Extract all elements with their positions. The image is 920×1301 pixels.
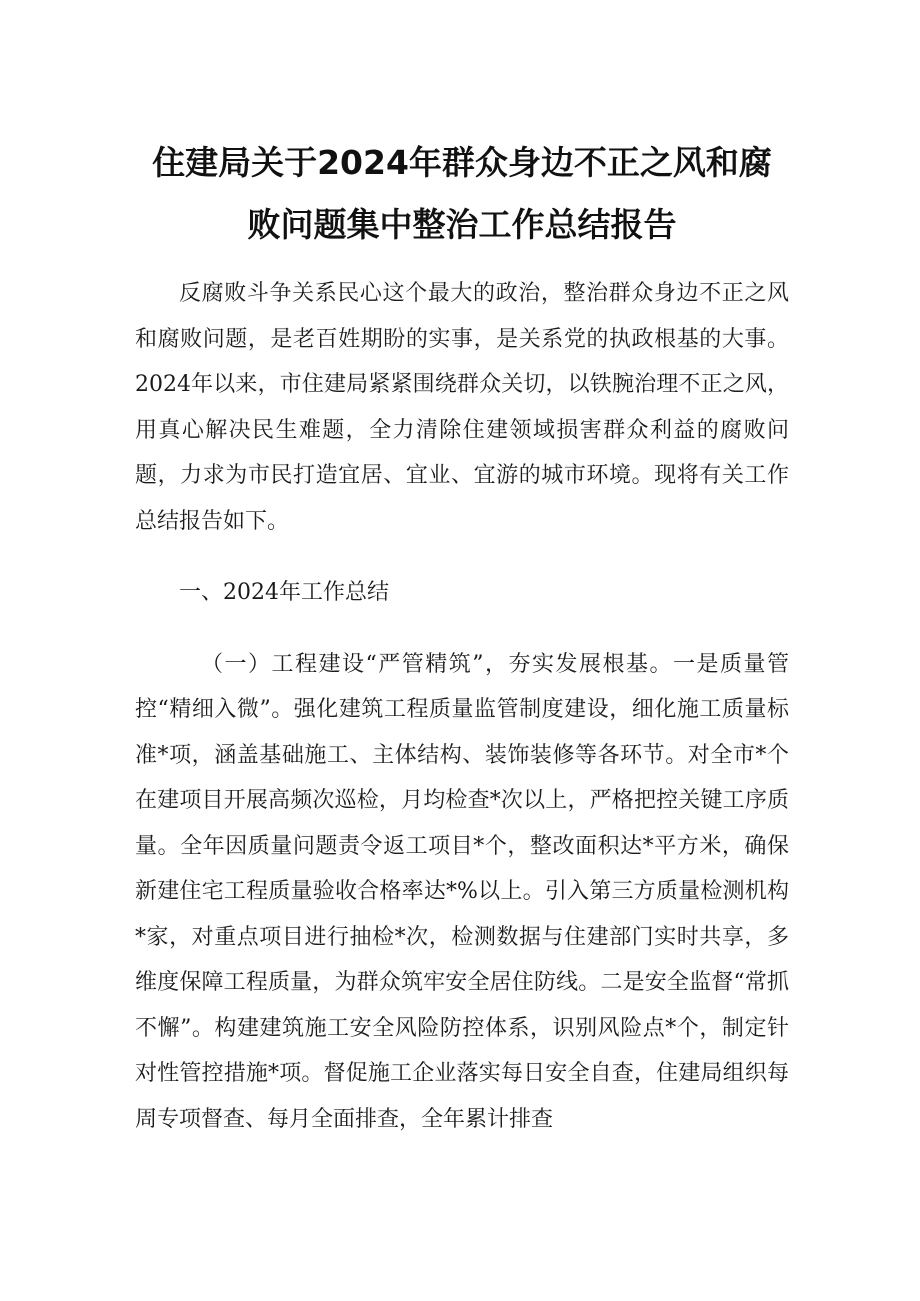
- document-title: [135, 132, 789, 256]
- section-paragraph-engineering: （一）工程建设“严管精筑”，夯实发展根基。一是质量管控“精细入微”。强化建筑工程质量监管制度建设，细化施工质量标准*项，涵盖基础施工、主体结构、装饰装修等各环节。对全市*个在建项目开展高频次巡检，月均检查*次以上，严格把控关键工序质量。全年因质量问题责令返工项目*个，整改面积达*平方米，确保新建住宅工程质量验收合格率达*%以上。引入第三方质量检测机构*家，对重点项目进行抽检*次，检测数据与住建部门实时共享，多维度保障工程质量，为群众筑牢安全居住防线。二是安全监督“常抓不懈”。构建建筑施工安全风险防控体系，识别风险点*个，制定针对性管控措施*项。督促施工企业落实每日安全自查，住建局组织每周专项督查、每月全面排查，全年累计排查: [135, 651, 789, 1132]
- section-heading-work-summary: 一、2024年工作总结: [179, 580, 389, 605]
- title-line-1: 住建局关于2024年群众身边不正之风和腐: [152, 143, 772, 182]
- intro-paragraph: 反腐败斗争关系民心这个最大的政治，整治群众身边不正之风和腐败问题，是老百姓期盼的实事，是关系党的执政根基的大事。2024年以来，市住建局紧紧围绕群众关切，以铁腕治理不正之风，用真心解决民生难题，全力清除住建领域损害群众利益的腐败问题，力求为市民打造宜居、宜业、宜游的城市环境。现将有关工作总结报告如下。: [135, 281, 789, 534]
- title-line-2: 败问题集中整治工作总结报告: [247, 205, 677, 244]
